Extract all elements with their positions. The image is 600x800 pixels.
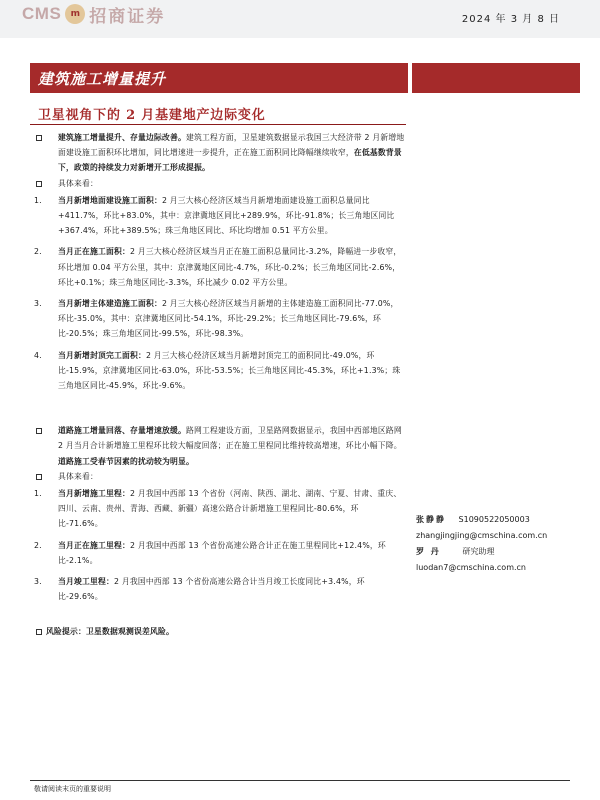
list-text: 2 月三大核心经济区域当月新增地面建设施工面积总量同比+411.7%，环比+83.0%，其中：京津冀地区同比+289.9%，环比-91.8%；长三角地区同比+367.4%，环比+389.5%；珠三角地区同比、环比均增加 0.51 平方公里。	[58, 195, 395, 236]
author-name: 张静静	[416, 515, 446, 524]
author-role: 研究助理	[462, 547, 495, 556]
sidebar-banner	[412, 63, 580, 93]
footer-note: 敬请阅读末页的重要说明	[34, 785, 111, 793]
author-id: S1090522050003	[458, 515, 530, 524]
list-item	[34, 296, 406, 342]
logo-company-name: 招商证券	[89, 6, 166, 27]
list-item	[34, 193, 406, 239]
report-subtitle: 卫星视角下的 2 月基建地产边际变化	[38, 108, 266, 123]
author-line	[416, 544, 586, 560]
list-lead: 当月正在施工面积：	[58, 247, 130, 257]
list-lead: 当月新增施工里程：	[58, 489, 130, 499]
list-number: 3.	[34, 299, 42, 309]
list-text: 2 月我国中西部 13 个省份（河南、陕西、湖北、湖南、宁夏、甘肃、重庆、四川、云南、贵州、青海、西藏、新疆）高速公路合计新增施工里程同比-80.6%，环比-71.6%。	[58, 489, 402, 529]
bullet-square-icon	[36, 181, 42, 187]
specific-label: 具体来看：	[58, 471, 98, 481]
list-number: 3.	[34, 577, 42, 587]
specific-label: 具体来看：	[58, 178, 98, 188]
author-block	[416, 512, 586, 576]
company-logo	[22, 2, 165, 26]
subtitle-divider	[30, 124, 406, 125]
list-item	[34, 574, 403, 604]
bullet-square-icon	[36, 428, 42, 434]
list-text: 2 月我国中西部 13 个省份高速公路合计当月竣工长度同比+3.4%，环比-29.6%。	[58, 577, 365, 602]
footer-divider	[30, 780, 570, 781]
logo-cms-text: CMS	[22, 4, 62, 23]
section-emphasis: 道路施工受春节因素的扰动较为明显。	[58, 456, 194, 466]
list-item	[34, 486, 403, 532]
author-email[interactable]: luodan7@cmschina.com.cn	[416, 563, 526, 572]
section-heading: 建筑施工增量提升、存量边际改善。	[58, 133, 186, 142]
section-heading: 道路施工增量回落、存量增速放缓。	[58, 426, 186, 436]
author-line	[416, 512, 586, 528]
risk-text: 风险提示：卫星数据观测误差风险。	[46, 627, 174, 637]
page-header	[0, 0, 600, 38]
report-date: 2024 年 3 月 8 日	[461, 14, 560, 25]
section-intro: 路网工程建设方面，卫星路网数据显示，我国中西部地区路网 2 月当月合计新增施工里程环比较大幅度回落；正在施工里程同比维持较高增速，环比小幅下降。	[58, 426, 402, 451]
list-number: 2.	[34, 247, 42, 257]
bullet-square-icon	[36, 629, 42, 635]
main-content	[34, 130, 406, 640]
risk-warning	[34, 624, 406, 639]
author-name: 罗 丹	[416, 547, 441, 556]
list-lead: 当月新增封顶完工面积：	[58, 350, 146, 360]
list-lead: 当月竣工里程：	[58, 577, 114, 587]
specific-line	[34, 176, 406, 191]
list-text: 2 月三大核心经济区域当月正在施工面积总量同比-3.2%，降幅进一步收窄，环比增加 0.04 平方公里，其中：京津冀地区同比-4.7%，环比-0.2%；长三角地区同比-2.6%，环比+0.1%；珠三角地区同比-3.3%，环比减少 0.02 平方公里。	[58, 247, 402, 287]
list-number: 1.	[34, 489, 42, 499]
logo-seal-icon: m	[65, 4, 85, 24]
list-number: 4.	[34, 350, 42, 360]
list-lead: 当月新增主体建造施工面积：	[58, 299, 162, 309]
specific-line	[34, 469, 406, 484]
list-lead: 当月正在施工里程：	[58, 540, 130, 550]
list-item	[34, 538, 403, 568]
section-road	[34, 423, 408, 469]
section-intro: 建筑工程方面，卫星建筑数据显示我国三大经济带 2 月新增地面建设施工面积环比增加，同比增速进一步提升，正在施工面积同比降幅继续收窄，	[58, 133, 405, 158]
list-item	[34, 244, 406, 290]
list-text: 2 月我国中西部 13 个省份高速公路合计正在施工里程同比+12.4%，环比-2.1%。	[58, 540, 386, 565]
list-text: 2 月三大核心经济区域当月新增封顶完工的面积同比-49.0%，环比-15.9%，京津冀地区同比-63.0%，环比-53.5%；长三角地区同比-45.3%，环比+1.3%；珠三角地区同比-45.9%，环比-9.6%。	[58, 350, 401, 391]
list-number: 1.	[34, 195, 42, 205]
section-emphasis: 在低基数背景下，政策的持续发力对新增开工形成提振。	[58, 148, 402, 173]
list-number: 2.	[34, 540, 42, 550]
bullet-square-icon	[36, 474, 42, 480]
list-item	[34, 348, 406, 394]
title-banner	[30, 63, 408, 93]
list-text: 2 月三大核心经济区域当月新增的主体建造施工面积同比-77.0%，环比-35.0%，其中：京津冀地区同比-54.1%，环比-29.2%；长三角地区同比-79.6%，环比-20.5%；珠三角地区同比-99.5%，环比-98.3%。	[58, 299, 399, 339]
list-lead: 当月新增地面建设施工面积：	[58, 195, 162, 205]
report-title: 建筑施工增量提升	[38, 70, 167, 88]
author-email[interactable]: zhangjingjing@cmschina.com.cn	[416, 531, 548, 540]
section-building	[34, 130, 406, 176]
bullet-square-icon	[36, 135, 42, 141]
